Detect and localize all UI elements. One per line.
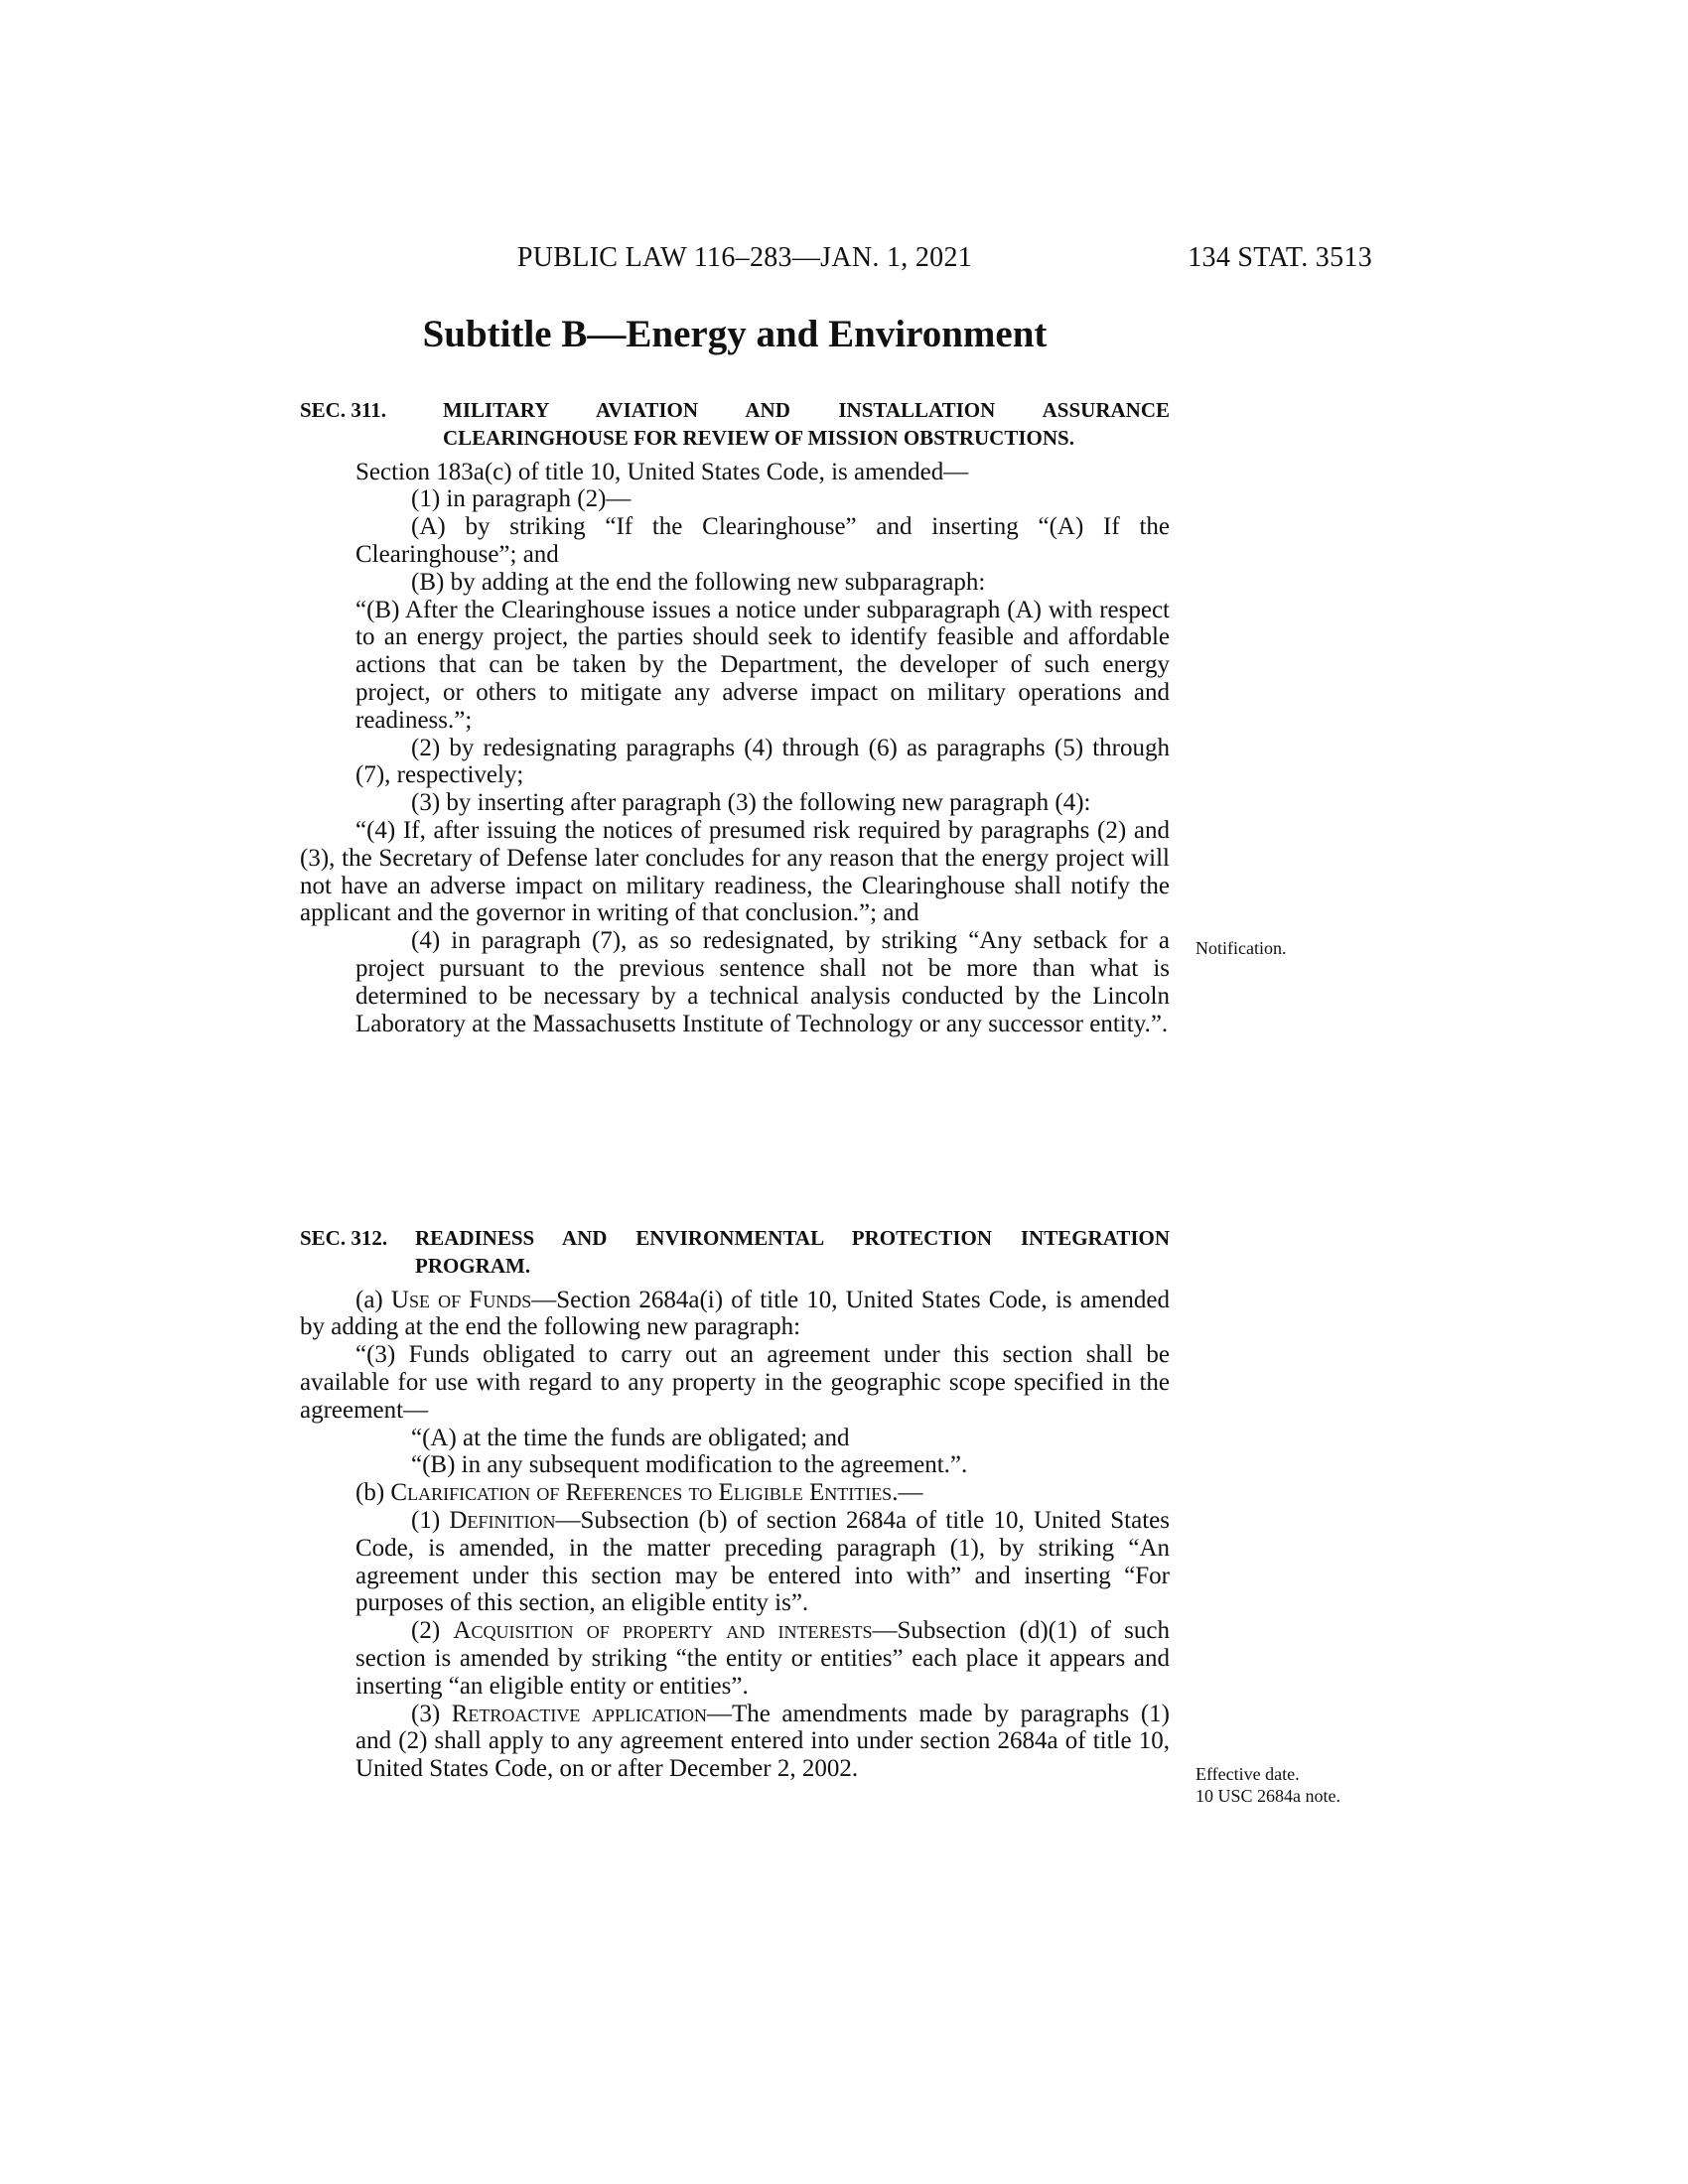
sec312-b2-text: —Subsection (d)(1) of such section is amended by striking “the entity or entities” each place it appears and inserting “an eligible entity or entities”. (355, 1617, 1170, 1700)
sec312-a-A: “(A) at the time the funds are obligated; and (411, 1424, 850, 1451)
sec312-a-heading: Use of Funds (390, 1286, 532, 1313)
sec312-b3-text: —The amendments made by paragraphs (1) and (2) shall apply to any agreement entered into under section 2684a of title 10, United States Code, on or after December 2, 2002. (355, 1700, 1170, 1783)
subtitle-heading: Subtitle B—Energy and Environment (422, 313, 1048, 355)
section-311-heading (300, 397, 1170, 453)
section-312 (300, 1225, 1170, 1783)
page-number: 134 STAT. 3513 (1188, 242, 1372, 273)
sec311-para-1A: (A) by striking “If the Clearinghouse” and inserting “(A) If the Clearinghouse”; and (355, 513, 1170, 568)
sec311-para-1B: (B) by adding at the end the following new subparagraph: (411, 568, 986, 596)
sec312-subsection-a: (a) Use of Funds—Section 2684a(i) of title 10, United States Code, is amended by adding at the end the following new paragraph: (300, 1286, 1171, 1341)
section-312-heading (300, 1225, 1170, 1281)
sec312-b-2: (2) Acquisition of property and interests—Subsection (d)(1) of such section is amended by striking “the entity or entities” each place it appears and inserting “an eligible entity or entities”. (355, 1617, 1170, 1700)
sec312-b1-text: —Subsection (b) of section 2684a of title 10, United States Code, is amended, in the matter preceding paragraph (1), by striking “An agreement under this section may be entered into with” and inserting “For purposes of this section, an eligible entity is”. (355, 1506, 1170, 1617)
sec312-a-quote: “(3) Funds obligated to carry out an agreement under this section shall be available for use with regard to any property in the geographic scope specified in the agreement— (300, 1341, 1170, 1424)
section-311-number: SEC. 311. (300, 398, 386, 422)
sec312-b-heading: Clarification of References to Eligible Entities (390, 1479, 893, 1507)
margin-note-notification: Notification. (1196, 938, 1287, 958)
section-311-title: MILITARY AVIATION AND INSTALLATION ASSURANCE CLEARINGHOUSE FOR REVIEW OF MISSION OBSTRUCTIONS. (443, 398, 1170, 450)
sec312-b2-heading: Acquisition of property and interests (453, 1617, 873, 1645)
margin-note-usc: 10 USC 2684a note. (1196, 1786, 1340, 1806)
sec311-quote-B: “(B) After the Clearinghouse issues a notice under subparagraph (A) with respect to an energy project, the parties should seek to identify feasible and affordable actions that can be taken by the Department, the developer of such energy project, or others to mitigate any adverse impact on military operations and readiness.”; (355, 596, 1170, 734)
sec312-a-text: —Section 2684a(i) of title 10, United States Code, is amended by adding at the end the following new paragraph: (300, 1286, 1171, 1341)
sec312-b-3: (3) Retroactive application—The amendments made by paragraphs (1) and (2) shall apply to any agreement entered into under section 2684a of title 10, United States Code, on or after December 2, 2002. (355, 1700, 1170, 1783)
sec311-para-3: (3) by inserting after paragraph (3) the following new paragraph (4): (411, 789, 1091, 817)
sec312-a-B: “(B) in any subsequent modification to the agreement.”. (411, 1451, 968, 1479)
sec312-b3-heading: Retroactive application (451, 1700, 707, 1727)
sec311-intro: Section 183a(c) of title 10, United States Code, is amended— (355, 458, 969, 485)
margin-note-effective-date (1196, 1763, 1354, 1807)
running-title: PUBLIC LAW 116–283—JAN. 1, 2021 (516, 242, 973, 273)
sec311-quote-4: “(4) If, after issuing the notices of presumed risk required by paragraphs (2) and (3), the Secretary of Defense later concludes for any reason that the energy project will not have an adverse impact on military readiness, the Clearinghouse shall notify the applicant and the governor in writing of that conclusion.”; and (300, 816, 1170, 927)
margin-note-effective-date-line: Effective date. (1196, 1764, 1300, 1784)
sec311-para-4: (4) in paragraph (7), as so redesignated, by striking “Any setback for a project pursuant to the previous sentence shall not be more than what is determined to be necessary by a technical analysis conducted by the Lincoln Laboratory at the Massachusetts Institute of Technology or any successor entity.”. (355, 927, 1170, 1037)
section-311 (300, 397, 1170, 1037)
sec312-b-1: (1) Definition—Subsection (b) of section 2684a of title 10, United States Code, is amended, in the matter preceding paragraph (1), by striking “An agreement under this section may be entered into with” and inserting “For purposes of this section, an eligible entity is”. (355, 1506, 1170, 1617)
sec312-subsection-b: (b) Clarification of References to Eligible Entities.— (355, 1479, 923, 1507)
section-312-title: READINESS AND ENVIRONMENTAL PROTECTION INTEGRATION PROGRAM. (415, 1226, 1170, 1278)
sec311-para-2: (2) by redesignating paragraphs (4) through (6) as paragraphs (5) through (7), respectively; (355, 734, 1170, 789)
sec311-para-1: (1) in paragraph (2)— (411, 485, 632, 513)
sec312-b1-heading: Definition (449, 1506, 556, 1534)
section-312-number: SEC. 312. (300, 1226, 388, 1250)
